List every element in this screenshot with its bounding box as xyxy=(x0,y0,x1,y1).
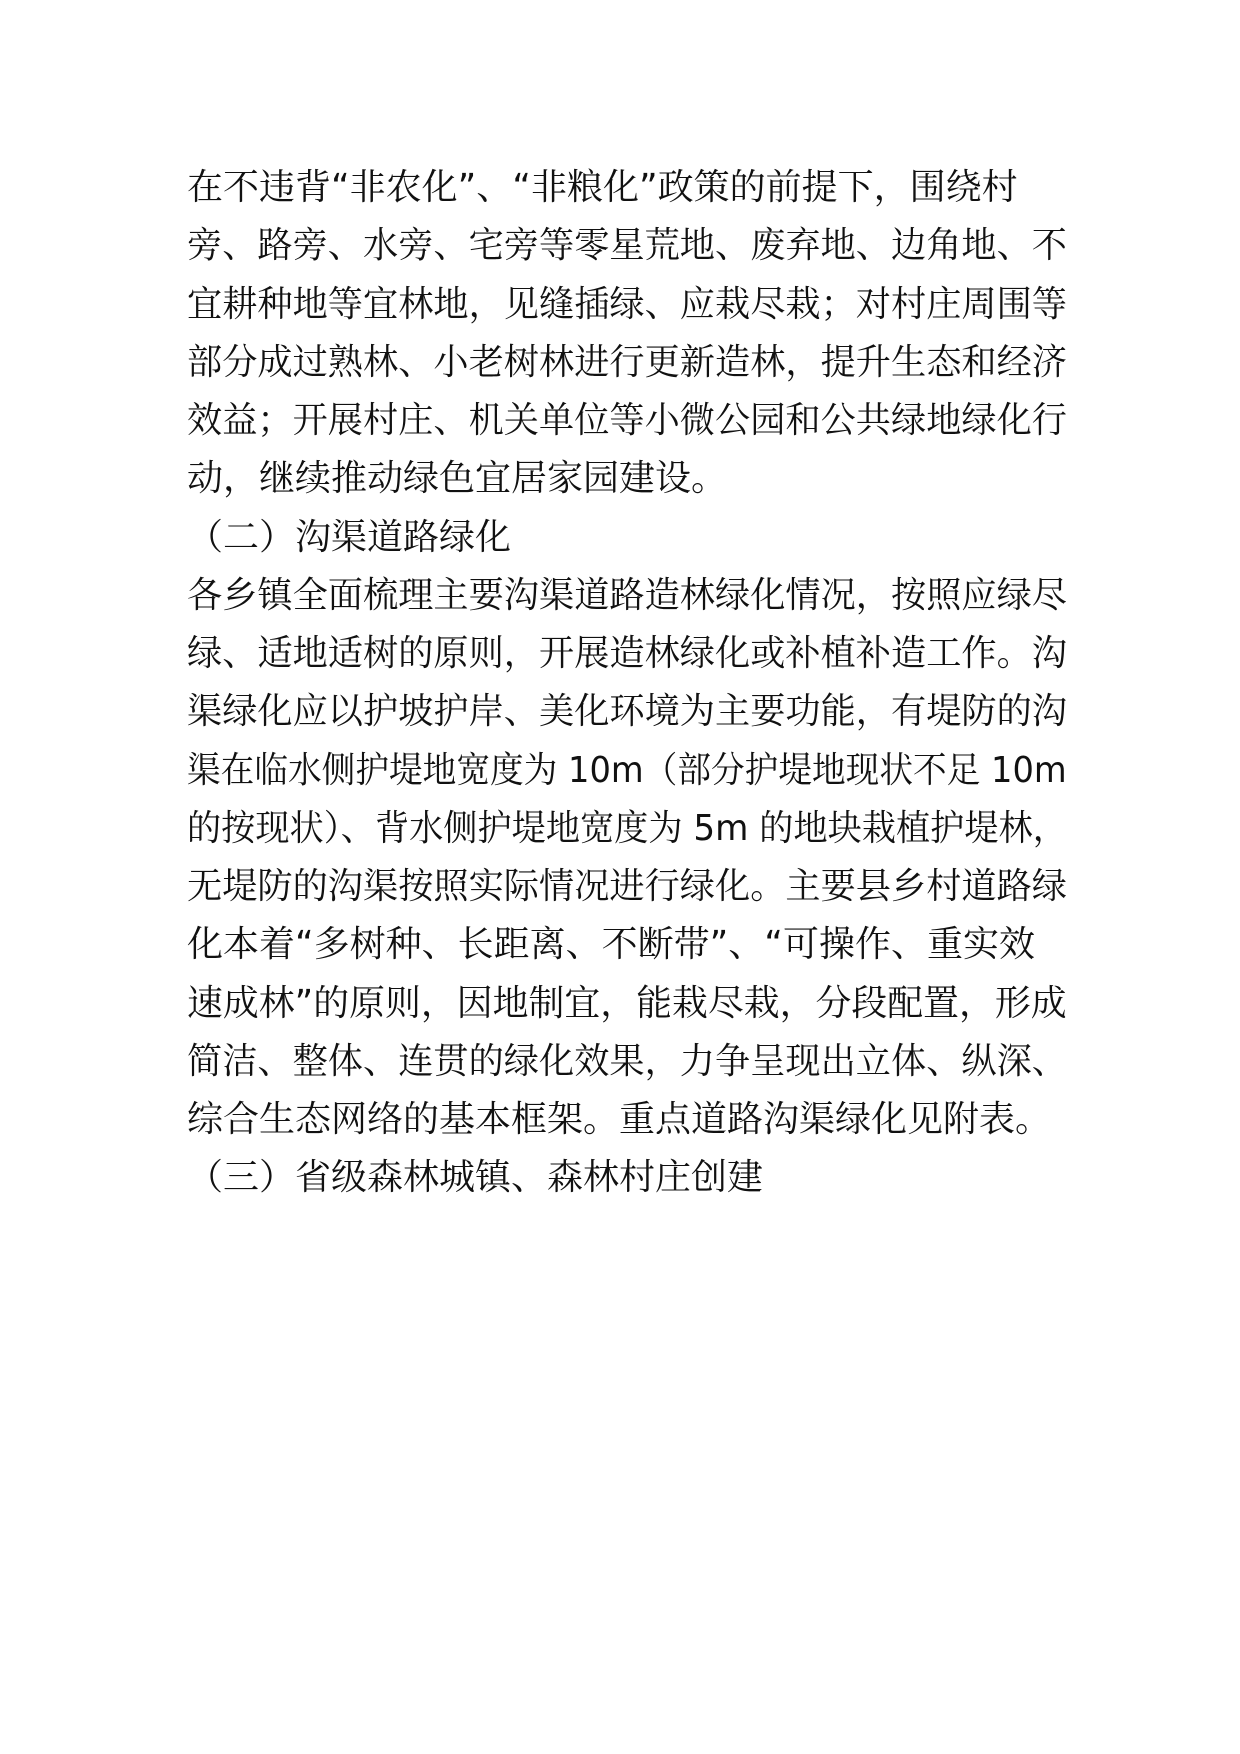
body-text-line: 各乡镇全面梳理主要沟渠道路造林绿化情况，按照应绿尽 xyxy=(187,575,1068,616)
body-text-line: 绿、适地适树的原则，开展造林绿化或补植补造工作。沟 xyxy=(187,633,1068,674)
body-text-line: 动，继续推动绿色宜居家园建设。 xyxy=(187,458,728,499)
body-text-line: 在不违背“非农化”、“非粮化”政策的前提下，围绕村 xyxy=(187,167,1018,208)
body-text-line: 速成林”的原则，因地制宜，能栽尽栽，分段配置，形成 xyxy=(187,983,1067,1024)
body-text-line: 渠绿化应以护坡护岸、美化环境为主要功能，有堤防的沟 xyxy=(187,691,1068,732)
body-text-line: 化本着“多树种、长距离、不断带”、“可操作、重实效 xyxy=(187,924,1035,965)
body-text-line: 无堤防的沟渠按照实际情况进行绿化。主要县乡村道路绿 xyxy=(187,866,1068,907)
section-heading: （二）沟渠道路绿化 xyxy=(187,517,512,558)
body-text-line: 综合生态网络的基本框架。重点道路沟渠绿化见附表。 xyxy=(187,1099,1052,1140)
body-text-line: 部分成过熟林、小老树林进行更新造林，提升生态和经济 xyxy=(187,342,1068,383)
body-text-line: 宜耕种地等宜林地，见缝插绿、应栽尽栽；对村庄周围等 xyxy=(187,284,1068,325)
section-heading: （三）省级森林城镇、森林村庄创建 xyxy=(187,1157,764,1198)
body-text-line: 旁、路旁、水旁、宅旁等零星荒地、废弃地、边角地、不 xyxy=(187,225,1068,266)
body-text-line: 效益；开展村庄、机关单位等小微公园和公共绿地绿化行 xyxy=(187,400,1068,441)
body-text-line: 的按现状）、背水侧护堤地宽度为 5m 的地块栽植护堤林， xyxy=(187,808,1067,849)
body-text-line: 渠在临水侧护堤地宽度为 10m（部分护堤地现状不足 10m xyxy=(187,750,1067,791)
body-text-line: 简洁、整体、连贯的绿化效果，力争呈现出立体、纵深、 xyxy=(187,1041,1068,1082)
